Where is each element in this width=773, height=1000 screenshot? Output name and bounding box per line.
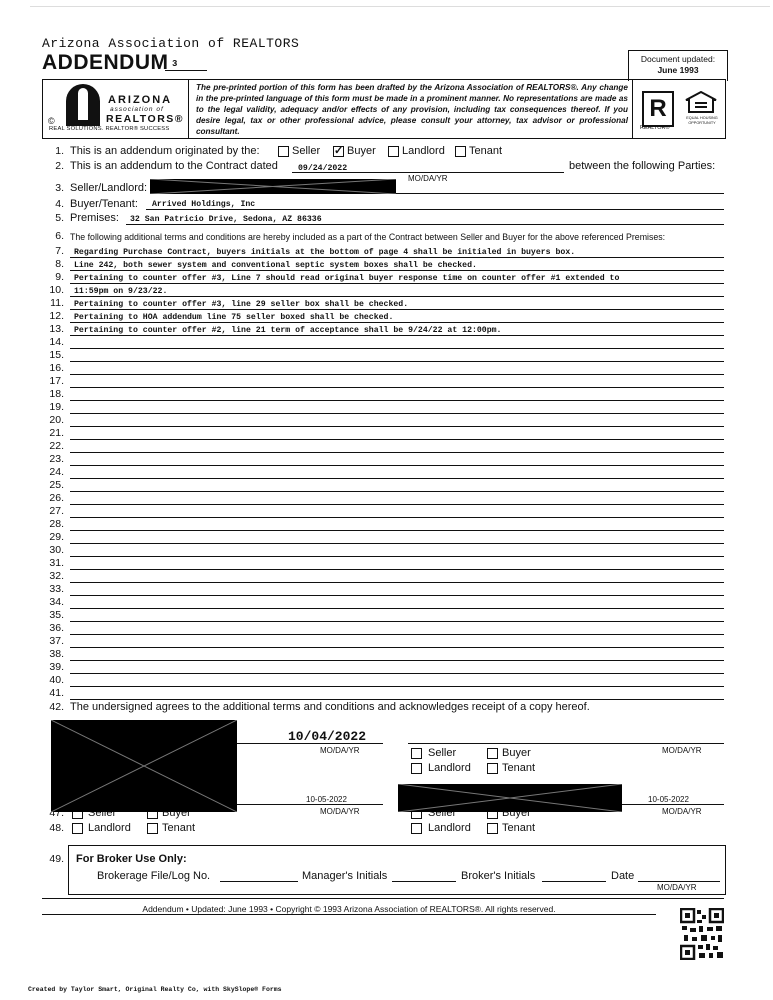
tenant-label: Tenant bbox=[502, 762, 536, 774]
originator-landlord-checkbox[interactable] bbox=[388, 146, 399, 157]
buyer-checkbox[interactable] bbox=[487, 748, 498, 759]
term-line-11[interactable]: Pertaining to counter offer #3, line 29 seller box shall be checked. bbox=[74, 300, 409, 309]
equal-housing-icon bbox=[684, 91, 718, 113]
line-number: 7. bbox=[55, 245, 64, 257]
line-number: 5. bbox=[55, 212, 64, 224]
signature-3-date[interactable]: 10-05-2022 bbox=[648, 795, 689, 804]
broker-date-field[interactable] bbox=[638, 881, 720, 882]
line-number: 17. bbox=[49, 375, 64, 387]
buyer-label: Buyer bbox=[502, 747, 531, 759]
date-format-hint: MO/DA/YR bbox=[662, 746, 702, 755]
landlord-checkbox[interactable] bbox=[411, 763, 422, 774]
premises-label: Premises: bbox=[70, 212, 119, 224]
blank-term-line[interactable] bbox=[70, 608, 724, 609]
association-name: Arizona Association of REALTORS bbox=[42, 36, 300, 51]
line-number: 23. bbox=[49, 453, 64, 465]
disclaimer-text: The pre-printed portion of this form has been drafted by the Arizona Association of REALTORS®. Any change in the pre-printed language of this form must be made in a prominent manner. No representations are made as to the legal validity, adequacy and/or effects of any provision, including tax consequences thereof. If you desire legal, tax or other professional advice, please consult your attorney, tax advisor or professional consultant. bbox=[196, 83, 628, 136]
term-line-10[interactable]: 11:59pm on 9/23/22. bbox=[74, 287, 168, 296]
acknowledgement-text: The undersigned agrees to the additional terms and conditions and acknowledges receipt of a copy hereof. bbox=[70, 701, 590, 713]
line-number: 4. bbox=[55, 198, 64, 210]
originator-landlord-label: Landlord bbox=[402, 145, 445, 157]
blank-term-line[interactable] bbox=[70, 595, 724, 596]
line-number: 13. bbox=[49, 323, 64, 335]
line-number: 15. bbox=[49, 349, 64, 361]
line-number: 48. bbox=[49, 822, 64, 834]
line-number: 24. bbox=[49, 466, 64, 478]
landlord-label: Landlord bbox=[428, 762, 471, 774]
terms-intro: The following additional terms and conditions are hereby included as a part of the Contract between Seller and Buyer for the above referenced Premises: bbox=[70, 232, 666, 242]
tenant-checkbox[interactable] bbox=[487, 823, 498, 834]
blank-term-line[interactable] bbox=[70, 413, 724, 414]
redacted-seller-name bbox=[150, 179, 396, 194]
blank-term-line[interactable] bbox=[70, 673, 724, 674]
line-number: 33. bbox=[49, 583, 64, 595]
footer-copyright: Addendum • Updated: June 1993 • Copyright © 1993 Arizona Association of REALTORS®. All rights reserved. bbox=[142, 904, 556, 914]
line-number: 4 bbox=[58, 732, 64, 744]
seller-landlord-label: Seller/Landlord: bbox=[70, 182, 148, 194]
line-number: 14. bbox=[49, 336, 64, 348]
line-number: 41. bbox=[49, 687, 64, 699]
line-number: 9. bbox=[55, 271, 64, 283]
line-number: 3. bbox=[55, 182, 64, 194]
copyright-icon: © bbox=[48, 116, 55, 126]
line-number: 27. bbox=[49, 505, 64, 517]
blank-term-line[interactable] bbox=[70, 569, 724, 570]
term-line-8[interactable]: Line 242, both sewer system and conventional septic system boxes shall be checked. bbox=[74, 261, 477, 270]
seller-label: Seller bbox=[428, 747, 457, 759]
blank-term-line[interactable] bbox=[70, 621, 724, 622]
date-format-hint: MO/DA/YR bbox=[408, 174, 448, 183]
buyer-tenant-field[interactable]: Arrived Holdings, Inc bbox=[152, 200, 256, 209]
top-rule bbox=[30, 6, 770, 7]
blank-term-line[interactable] bbox=[70, 387, 724, 388]
buyer-tenant-label: Buyer/Tenant: bbox=[70, 198, 138, 210]
line-number: 37. bbox=[49, 635, 64, 647]
line-number: 34. bbox=[49, 596, 64, 608]
line-number: 19. bbox=[49, 401, 64, 413]
redacted-signature bbox=[398, 784, 622, 812]
equal-housing-label: EQUAL HOUSING OPPORTUNITY bbox=[686, 116, 718, 125]
broker-initials-field[interactable] bbox=[542, 881, 606, 882]
landlord-checkbox[interactable] bbox=[72, 823, 83, 834]
line-number: 29. bbox=[49, 531, 64, 543]
signature-1-date[interactable]: 10/04/2022 bbox=[288, 729, 367, 744]
contract-date-field[interactable]: 09/24/2022 bbox=[298, 164, 348, 173]
doc-updated-label: Document updated: bbox=[640, 54, 716, 64]
between-parties-label: between the following Parties: bbox=[569, 160, 716, 172]
footer-rule bbox=[42, 898, 724, 899]
brokerage-file-label: Brokerage File/Log No. bbox=[97, 870, 211, 882]
blank-term-line[interactable] bbox=[70, 660, 724, 661]
landlord-label: Landlord bbox=[88, 822, 131, 834]
line-number: 30. bbox=[49, 544, 64, 556]
originator-tenant-label: Tenant bbox=[469, 145, 503, 157]
line-number: 26. bbox=[49, 492, 64, 504]
line-number: 22. bbox=[49, 440, 64, 452]
line-number: 18. bbox=[49, 388, 64, 400]
buyer-label: Buyer bbox=[162, 807, 191, 819]
broker-date-label: Date bbox=[611, 870, 635, 882]
realtor-r-icon: R bbox=[642, 91, 674, 127]
form-title: ADDENDUM bbox=[42, 51, 169, 74]
line-number: 47. bbox=[49, 807, 64, 819]
originator-seller-label: Seller bbox=[292, 145, 321, 157]
blank-term-line[interactable] bbox=[70, 361, 724, 362]
line-number: 10. bbox=[49, 284, 64, 296]
landlord-label: Landlord bbox=[428, 822, 471, 834]
blank-term-line[interactable] bbox=[70, 452, 724, 453]
logo-association-of: association of bbox=[110, 106, 164, 113]
blank-term-line[interactable] bbox=[70, 699, 724, 700]
term-line bbox=[70, 296, 724, 297]
cactus-icon bbox=[78, 88, 88, 120]
blank-term-line[interactable] bbox=[70, 426, 724, 427]
line-number: 6. bbox=[55, 230, 64, 242]
premises-field[interactable]: 32 San Patricio Drive, Sedona, AZ 86336 bbox=[130, 215, 322, 224]
blank-term-line[interactable] bbox=[70, 556, 724, 557]
seller-label: Seller bbox=[428, 807, 457, 819]
blank-term-line[interactable] bbox=[70, 491, 724, 492]
form-credit: Created by Taylor Smart, Original Realty Co, with SkySlope® Forms bbox=[28, 986, 282, 993]
line-number: 42. bbox=[49, 701, 64, 713]
manager-initials-label: Manager's Initials bbox=[302, 870, 388, 882]
originator-seller-checkbox[interactable] bbox=[278, 146, 289, 157]
line-number: 8. bbox=[55, 258, 64, 270]
blank-term-line[interactable] bbox=[70, 400, 724, 401]
date-format-hint: MO/DA/YR bbox=[320, 746, 360, 755]
line-number: 4 bbox=[58, 762, 64, 774]
blank-term-line[interactable] bbox=[70, 543, 724, 544]
blank-term-line[interactable] bbox=[70, 478, 724, 479]
line-number: 4 bbox=[58, 748, 64, 760]
line-number: 4 bbox=[58, 792, 64, 804]
line-number: 11. bbox=[50, 297, 64, 309]
blank-term-line[interactable] bbox=[70, 530, 724, 531]
line-number: 16. bbox=[49, 362, 64, 374]
blank-term-line[interactable] bbox=[70, 374, 724, 375]
term-line-12[interactable]: Pertaining to HOA addendum line 75 seller boxed shall be checked. bbox=[74, 313, 394, 322]
blank-term-line[interactable] bbox=[70, 517, 724, 518]
line-number: 1. bbox=[55, 145, 64, 157]
landlord-checkbox[interactable] bbox=[411, 823, 422, 834]
footer-rule bbox=[42, 914, 656, 915]
tenant-checkbox[interactable] bbox=[147, 823, 158, 834]
contract-dated-label: This is an addendum to the Contract dated bbox=[70, 160, 278, 172]
date-format-hint: MO/DA/YR bbox=[657, 883, 697, 892]
doc-updated-date: June 1993 bbox=[657, 65, 699, 75]
header-divider bbox=[632, 79, 633, 139]
logo-realtors: REALTORS® bbox=[106, 113, 185, 125]
blank-term-line[interactable] bbox=[70, 634, 724, 635]
line-number: 28. bbox=[49, 518, 64, 530]
logo-arizona: ARIZONA bbox=[108, 94, 173, 106]
logo-tagline: REAL SOLUTIONS. REALTOR® SUCCESS bbox=[49, 126, 170, 132]
header-divider bbox=[188, 79, 189, 139]
originated-label: This is an addendum originated by the: bbox=[70, 145, 260, 157]
addendum-number-line bbox=[165, 70, 207, 71]
originator-tenant-checkbox[interactable] bbox=[455, 146, 466, 157]
tenant-label: Tenant bbox=[502, 822, 536, 834]
line-number: 31. bbox=[49, 557, 64, 569]
tenant-label: Tenant bbox=[162, 822, 196, 834]
tenant-checkbox[interactable] bbox=[487, 763, 498, 774]
line-number: 25. bbox=[49, 479, 64, 491]
broker-initials-label: Broker's Initials bbox=[461, 870, 536, 882]
qr-code-icon bbox=[680, 908, 724, 960]
originator-buyer-label: Buyer bbox=[347, 145, 376, 157]
redacted-signatures bbox=[51, 720, 237, 812]
blank-term-line[interactable] bbox=[70, 686, 724, 687]
seller-checkbox[interactable] bbox=[411, 748, 422, 759]
term-line-13[interactable]: Pertaining to counter offer #2, line 21 term of acceptance shall be 9/24/22 at 12:00pm. bbox=[74, 326, 502, 335]
line-number: 40. bbox=[49, 674, 64, 686]
brokerage-file-field[interactable] bbox=[220, 881, 298, 882]
buyer-label: Buyer bbox=[502, 807, 531, 819]
date-format-hint: MO/DA/YR bbox=[320, 807, 360, 816]
line-number: 49. bbox=[49, 853, 64, 865]
blank-term-line[interactable] bbox=[70, 647, 724, 648]
signature-2-date[interactable]: 10-05-2022 bbox=[306, 795, 347, 804]
line-number: 38. bbox=[49, 648, 64, 660]
blank-term-line[interactable] bbox=[70, 582, 724, 583]
date-format-hint: MO/DA/YR bbox=[662, 807, 702, 816]
broker-use-title: For Broker Use Only: bbox=[76, 853, 187, 865]
term-line-9[interactable]: Pertaining to counter offer #3, Line 7 should read original buyer response time on counter offer #1 extended to bbox=[74, 274, 620, 283]
blank-term-line[interactable] bbox=[70, 465, 724, 466]
line-number: 35. bbox=[49, 609, 64, 621]
line-number: 36. bbox=[49, 622, 64, 634]
line-number: 21. bbox=[49, 427, 64, 439]
blank-term-line[interactable] bbox=[70, 439, 724, 440]
seller-label: Seller bbox=[88, 807, 117, 819]
blank-term-line[interactable] bbox=[70, 504, 724, 505]
line-number: 39. bbox=[49, 661, 64, 673]
blank-term-line[interactable] bbox=[70, 348, 724, 349]
line-number: 20. bbox=[49, 414, 64, 426]
signature-line[interactable] bbox=[408, 743, 724, 744]
term-line-7[interactable]: Regarding Purchase Contract, buyers initials at the bottom of page 4 shall be initialed in buyers box. bbox=[74, 248, 576, 257]
line-number: 2. bbox=[55, 160, 64, 172]
realtor-label: REALTOR® bbox=[640, 125, 670, 131]
line-number: 32. bbox=[49, 570, 64, 582]
originator-buyer-checkbox[interactable]: ✓ bbox=[334, 145, 344, 157]
addendum-number[interactable]: 3 bbox=[172, 59, 178, 69]
line-number: 12. bbox=[49, 310, 64, 322]
manager-initials-field[interactable] bbox=[392, 881, 456, 882]
